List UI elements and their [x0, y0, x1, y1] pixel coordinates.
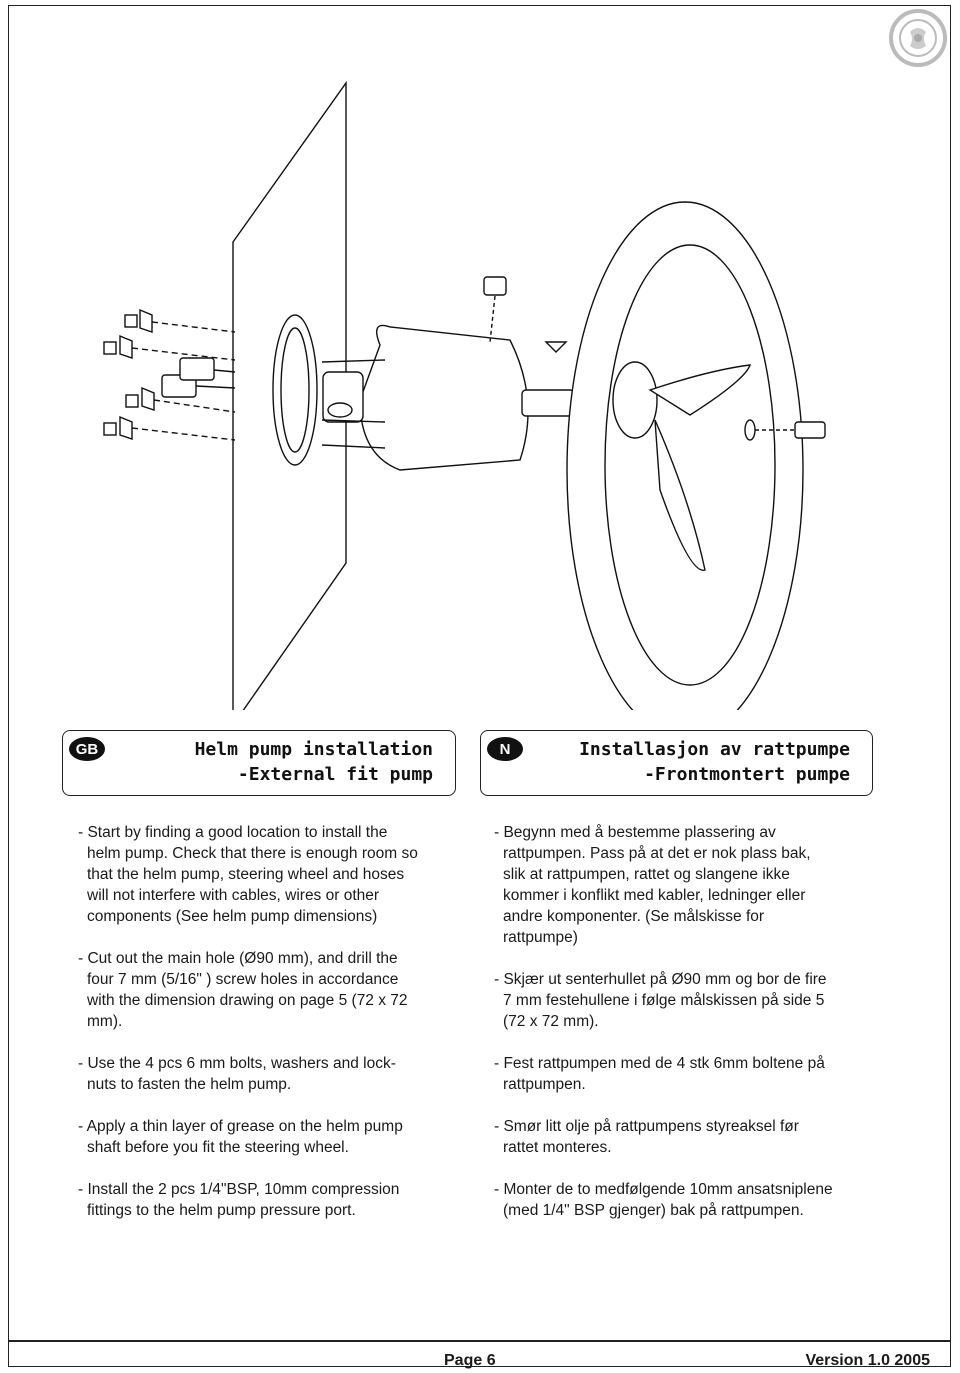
n-section-header — [480, 730, 873, 796]
n-step: - Begynn med å bestemme plassering av rattpumpen. Pass på at det er nok plass bak, slik at rattpumpen, rattet og slangene ikke kommer i konflikt med kabler, ledninger eller andre komponenter. (Se målskisse for rattpumpe) — [494, 824, 811, 946]
n-step: - Smør litt olje på rattpumpens styreaksel før rattet monteres. — [494, 1118, 799, 1156]
gb-language-badge: GB — [69, 737, 105, 761]
gb-step: - Use the 4 pcs 6 mm bolts, washers and lock- nuts to fasten the helm pump. — [78, 1055, 396, 1093]
page-number: Page 6 — [444, 1352, 496, 1369]
footer-divider — [8, 1340, 951, 1342]
n-instructions — [494, 822, 874, 1242]
n-language-badge: N — [487, 737, 523, 761]
compression-fittings — [162, 358, 235, 397]
shaft-key — [546, 342, 566, 352]
wheel-washer — [745, 420, 755, 440]
pump-shaft — [522, 390, 574, 416]
pump-flange — [273, 315, 317, 465]
gb-title-line2: -External fit pump — [237, 764, 433, 785]
gb-section-header — [62, 730, 456, 796]
gb-instructions — [78, 822, 458, 1242]
gb-title-line1: Helm pump installation — [194, 739, 433, 760]
n-step: - Fest rattpumpen med de 4 stk 6mm boltene på rattpumpen. — [494, 1055, 825, 1093]
n-step: - Skjær ut senterhullet på Ø90 mm og bor de fire 7 mm festehullene i følge målskissen på side 5 (72 x 72 mm). — [494, 971, 827, 1030]
gb-step: - Apply a thin layer of grease on the helm pump shaft before you fit the steering wheel. — [78, 1118, 403, 1156]
gb-step: - Cut out the main hole (Ø90 mm), and drill the four 7 mm (5/16" ) screw holes in accordance with the dimension drawing on page 5 (72 x 72 mm). — [78, 950, 408, 1030]
gb-section-title — [195, 737, 433, 787]
n-title-line2: -Frontmontert pumpe — [644, 764, 850, 785]
gb-step: - Install the 2 pcs 1/4"BSP, 10mm compression fittings to the helm pump pressure port. — [78, 1181, 400, 1219]
filler-plug — [484, 277, 506, 295]
n-title-line1: Installasjon av rattpumpe — [579, 739, 850, 760]
helm-pump-exploded-diagram — [90, 70, 850, 710]
n-section-title — [579, 737, 850, 787]
pump-body — [360, 325, 528, 470]
wheel-bolt — [795, 422, 825, 438]
gb-step: - Start by finding a good location to install the helm pump. Check that there is enough room so that the helm pump, steering wheel and hoses will not interfere with cables, wires or other components (See helm pump dimensions) — [78, 824, 418, 925]
version-label: Version 1.0 2005 — [805, 1352, 930, 1369]
sleipner-motor-seal-icon — [888, 8, 948, 68]
n-step: - Monter de to medfølgende 10mm ansatsniplene (med 1/4" BSP gjenger) bak på rattpumpen. — [494, 1181, 833, 1219]
wheel-hub — [613, 362, 657, 438]
pump-fitting — [323, 372, 363, 422]
